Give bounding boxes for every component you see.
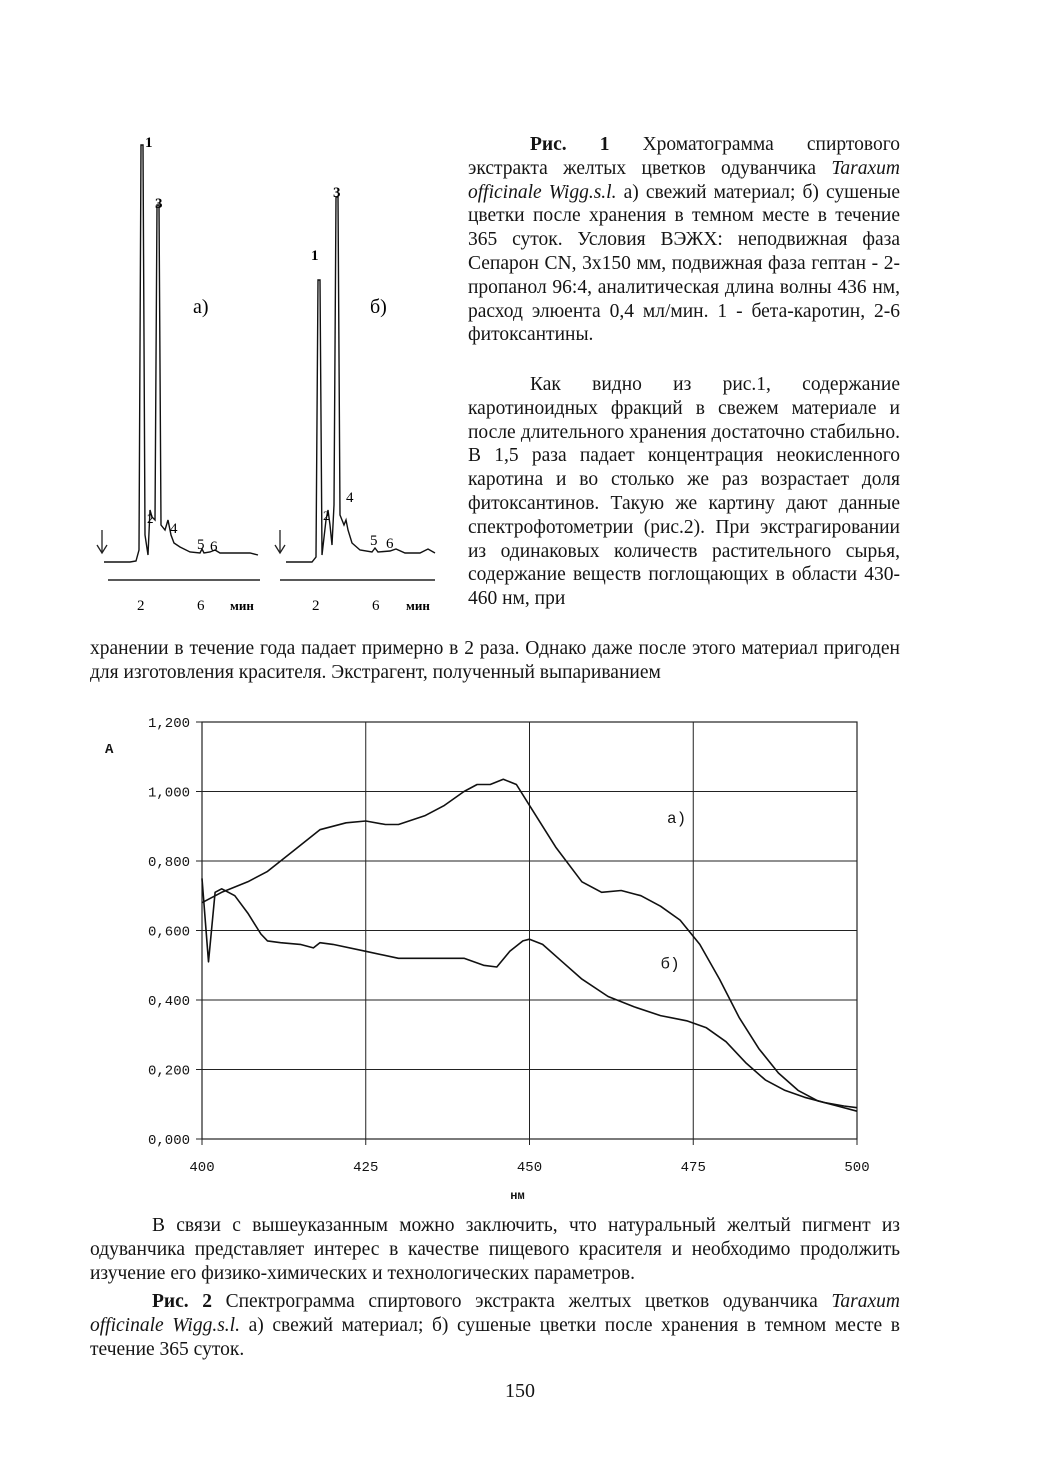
peak-label: 2 bbox=[147, 511, 154, 526]
chromatogram-trace-a bbox=[104, 145, 258, 562]
fig1-caption-text: Хроматограмма спиртового экстракта желтых цветков одуванчика bbox=[468, 134, 900, 179]
injection-arrow-icon bbox=[275, 530, 285, 553]
x-tick-label: 400 bbox=[189, 1160, 215, 1176]
x-tick-label: 450 bbox=[516, 1160, 543, 1176]
y-axis-label: A bbox=[105, 742, 114, 758]
fig2-caption-text: Спектрограмма спиртового экстракта желтых цветков одуванчика bbox=[212, 1291, 832, 1312]
peak-label: 6 bbox=[210, 539, 218, 555]
fig2-caption-text: а) свежий материал; б) сушеные цветки после хранения в темном месте в течение 365 суток. bbox=[90, 1314, 900, 1360]
x-axis-label: нм bbox=[510, 1189, 525, 1203]
peak-label: 4 bbox=[346, 490, 354, 506]
x-tick-label: 425 bbox=[353, 1160, 379, 1176]
body-paragraph-continuation: хранении в течение года падает примерно в 2 раза. Однако даже после этого материал пригоден для изготовления красителя. Экстрагент, полученный выпариванием bbox=[90, 638, 900, 683]
page-number: 150 bbox=[505, 1380, 535, 1402]
panel-label-a: а) bbox=[193, 296, 209, 318]
peak-label: 2 bbox=[323, 508, 330, 523]
x-tick-label: 500 bbox=[844, 1160, 870, 1176]
fig2-caption-label: Рис. 2 bbox=[152, 1291, 213, 1312]
series-label: б) bbox=[660, 955, 680, 974]
injection-arrow-icon bbox=[97, 530, 107, 553]
chrom-x-unit: мин bbox=[230, 598, 254, 613]
spectrogram-chart bbox=[90, 705, 900, 1215]
body-paragraph: Как видно из рис.1, содержание каротиноидных фракций в свежем материале и после длительного хранения достаточно стабильно. В 1,5 раза падает концентрация неокисленного каротина и во столько же раз возрастает доля фитоксантинов. Такую же картину дают данные спектрофотометрии (рис.2). При экстрагировании из одинаковых количеств растительного сырья, содержание веществ поглощающих в области 430-460 нм, при bbox=[468, 374, 900, 610]
chrom-x-tick: 6 bbox=[372, 598, 380, 614]
peak-label: 4 bbox=[170, 521, 178, 537]
y-tick-label: 0,000 bbox=[147, 1133, 190, 1149]
chrom-x-tick: 2 bbox=[137, 598, 145, 614]
panel-label-b: б) bbox=[370, 296, 387, 318]
peak-label: 3 bbox=[155, 196, 163, 212]
x-tick-label: 475 bbox=[680, 1160, 706, 1176]
fig1-caption-text: а) свежий материал; б) сушеные цветки после хранения в темном месте в течение 365 суток. Условия ВЭЖХ: неподвижная фаза Сепарон CN, 3х150 мм, подвижная фаза гептан - 2-пропанол 96:4, аналитическая длина волны 436 нм, расход элюента 0,4 мл/мин. 1 - бета-каротин, 2-6 фитоксантины. bbox=[468, 181, 900, 346]
fig1-caption-label: Рис. 1 bbox=[530, 134, 610, 155]
series-label: а) bbox=[667, 809, 687, 828]
peak-label: 5 bbox=[370, 533, 378, 549]
fig1-caption bbox=[468, 133, 900, 347]
chrom-x-tick: 2 bbox=[312, 598, 320, 614]
fig2-caption-species: Taraxum officinale Wigg.s.l. bbox=[90, 1291, 900, 1336]
chrom-x-unit: мин bbox=[406, 598, 430, 613]
y-tick-label: 0,200 bbox=[147, 1063, 190, 1080]
y-tick-label: 0,400 bbox=[147, 994, 190, 1010]
peak-label: 1 bbox=[311, 248, 319, 264]
chromatogram-trace-b bbox=[286, 197, 435, 562]
peak-label: 5 bbox=[197, 537, 205, 553]
peak-label: 1 bbox=[145, 135, 153, 151]
y-tick-label: 0,800 bbox=[147, 855, 190, 871]
fig2-caption bbox=[90, 1290, 900, 1361]
y-tick-label: 1,200 bbox=[147, 716, 190, 732]
chrom-x-tick: 6 bbox=[197, 598, 205, 614]
conclusion-paragraph: В связи с вышеуказанным можно заключить, что натуральный желтый пигмент из одуванчика представляет интерес в качестве пищевого красителя и необходимо продолжить изучение его физико-химических и технологических параметров. bbox=[90, 1215, 900, 1284]
fig1-caption-species: Taraxum officinale Wigg.s.l. bbox=[468, 157, 900, 203]
peak-label: 6 bbox=[386, 536, 394, 552]
y-tick-label: 1,000 bbox=[147, 785, 190, 802]
peak-label: 3 bbox=[333, 185, 341, 201]
y-tick-label: 0,600 bbox=[147, 924, 190, 941]
chromatogram-figure bbox=[90, 125, 450, 625]
